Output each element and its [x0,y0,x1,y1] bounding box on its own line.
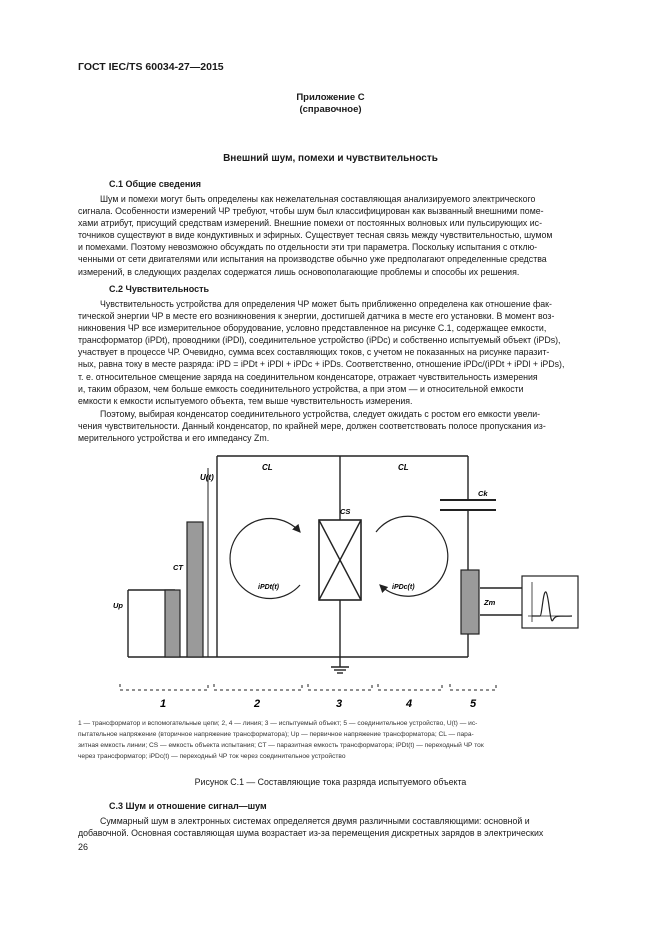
label-c-s: CS [340,507,351,516]
text-line: никновения ЧР все измерительное оборудование, условно представленное на рисунке С.1, содержащее емкости, [78,323,547,334]
text-line: и, таким образом, чем больше емкость соединительного устройства, а при этом — и относительной емкости [78,383,524,394]
text-line: измерений, в следующих разделах содержатся лишь основополагающие проблемы и способы их решения. [78,266,520,277]
part-number-5: 5 [470,698,477,710]
part-number-2: 2 [254,698,261,710]
text-line: тической энергии ЧР в месте его возникновения к энергии, достигшей датчика в месте его установки. В момент воз- [78,311,555,322]
text-line: и помехами. Поэтому невозможно обсуждать по отдельности эти три параметра. Поскольку испытания с отклю- [78,242,538,253]
paragraph-c2-2 [78,408,614,444]
bracket-part-3 [308,684,372,690]
label-z-m: Zm [484,598,496,607]
text-line: точников существуют в виде кондуктивных и эфирных. Существует тесная связь между чувствительностью, шумом [78,230,553,241]
text-line: трансформатор (iPDt), проводники (iPDl), соединительное устройство (iPDc) и собственно испытуемый объект (iPDs), [78,335,561,346]
text-line: сигнала. Особенности измерений ЧР требуют, чтобы шум был классифицирован как вызванный внешними поме- [78,206,544,217]
label-u-p: Up [113,601,123,610]
paragraph-c3 [78,815,614,839]
page-number: 26 [78,842,89,852]
circuit-diagram [0,440,661,720]
label-u-t: U(t) [200,473,214,482]
paragraph-c1 [78,193,614,278]
text-line: участвует в процессе ЧР. Очевидно, сумма всех составляющих токов, с учетом не показанных на рисунке паразит- [78,347,550,358]
figure-caption: Рисунок С.1 — Составляющие тока разряда испытуемого объекта [194,777,467,787]
text-line: Чувствительность устройства для определения ЧР может быть приближенно определена как отношение фак- [100,299,552,309]
part-number-3: 3 [336,698,343,710]
paragraph-c2 [78,298,614,407]
part-number-4: 4 [406,698,413,710]
text-line: добавочной. Основная составляющая шума возрастает из-за перемещения дискретных зарядов в электрических [78,828,544,839]
label-i-pdc: iPDc(t) [392,584,415,591]
text-line: Поэтому, выбирая конденсатор соединительного устройства, следует ожидать с ростом его емкости увели- [100,409,541,419]
bracket-part-1 [120,684,208,690]
label-c-t: CT [173,563,183,572]
part-number-1: 1 [160,698,167,710]
main-title: Внешний шум, помехи и чувствительность [223,153,438,164]
legend-line: зитная емкость линии; CS — емкость объекта испытания; CT — паразитная емкость трансформатора; iPDt(t) — переходный ЧР ток [78,742,484,749]
text-line: чения чувствительности. Данный конденсатор, по крайней мере, должен соответствовать полосе пропускания из- [78,421,546,432]
text-line: т. е. относительное смещение заряда на соединительном конденсаторе, отражает чувствительность измерения [78,371,538,382]
primary-capacitance [165,590,180,657]
text-line: ченными от сети двигателями или испытания на производстве обычно уже предполагают определенные средства [78,254,547,265]
bracket-part-5 [450,684,496,690]
appendix-note: (справочное) [299,104,362,115]
measurement-instrument [522,576,578,628]
legend-line: пытательное напряжение (вторичное напряжение трансформатора); Up — первичное напряжение трансформатора; CL — пара- [78,731,474,738]
text-line: хами атрибут, присущий средствам измерений. Внешние помехи от постоянных волновых или пульсирующих ис- [78,218,543,229]
figure-legend [78,718,614,762]
document-code: ГОСТ IEC/TS 60034-27—2015 [78,61,224,73]
section-heading-c3: С.3 Шум и отношение сигнал—шум [109,801,267,811]
measurement-impedance [461,570,479,634]
label-i-pdt: iPDt(t) [258,584,279,591]
legend-line: через трансформатор; iPDc(t) — переходный ЧР ток через соединительное устройство [78,753,346,760]
bracket-part-4 [378,684,442,690]
legend-line: 1 — трансформатор и вспомогательные цепи; 2, 4 — линия; 3 — испытуемый объект; 5 — соединительное устройство, U(t) — ис- [78,720,478,727]
text-line: емкости к емкости испытуемого объекта, тем выше чувствительность измерения. [78,395,413,406]
text-line: ных, равна току в месте разряда: iPD = iPDt + iPDl + iPDc + iPDs. Соответственно, отношение iPDc/(iPDt + iPDl + iPDs), [78,359,565,370]
transformer-capacitance [187,522,203,657]
text-line: Суммарный шум в электронных системах определяется двумя различными составляющими: основной и [100,816,530,826]
text-line: мерительного устройства и его импедансу Zm. [78,433,270,444]
bracket-part-2 [214,684,302,690]
section-heading-c2: С.2 Чувствительность [109,284,210,294]
section-heading-c1: С.1 Общие сведения [109,179,202,189]
text-line: Шум и помехи могут быть определены как нежелательная составляющая анализируемого электрического [100,194,536,204]
label-c-l-right: CL [398,463,409,472]
label-c-l-left: CL [262,463,273,472]
label-c-k: Ck [478,489,488,498]
appendix-title: Приложение С [296,92,365,103]
